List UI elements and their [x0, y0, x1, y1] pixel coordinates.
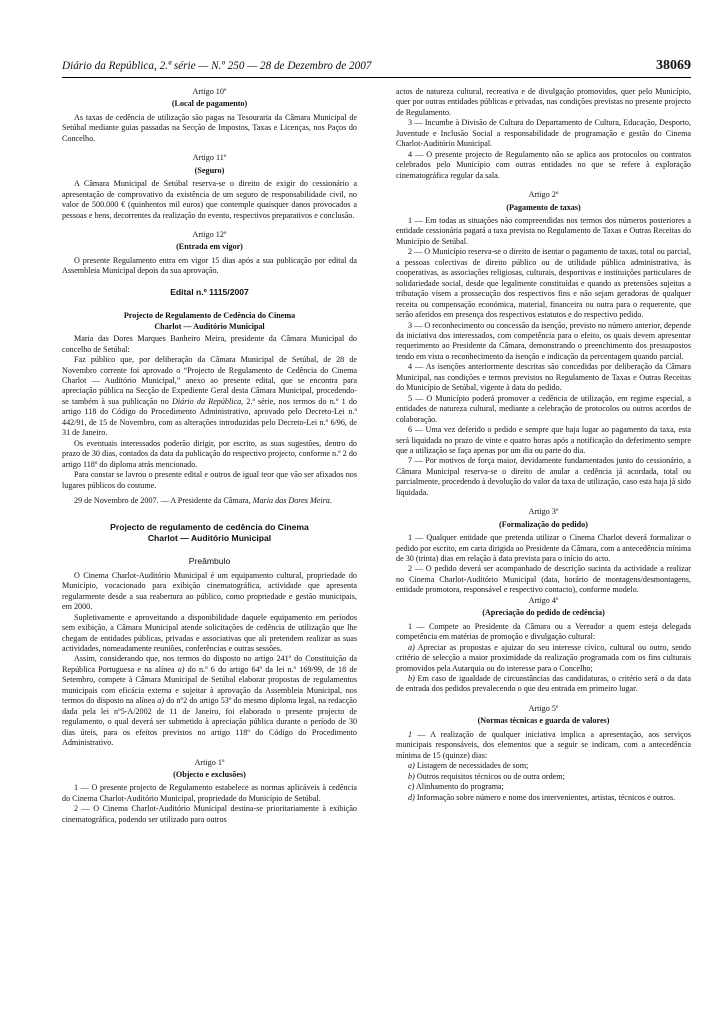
article-4-item-b — [396, 674, 691, 695]
pre-p3-a: Assim, considerando que, nos termos do disposto no artigo 241º do Constituição da República Portuguesa e na alínea — [62, 654, 357, 674]
article-10-text: As taxas de cedência de utilização são pagas na Tesouraria da Câmara Municipal de Setúbal mediante guias passadas na Secção de Impostos, Taxas e Licenças, nos Paços do Concelho. — [62, 112, 357, 143]
art5-p1-label: 1 — [408, 729, 413, 739]
article-2-paragraph-2: 2 — O Município reserva-se o direito de isentar o pagamento de taxas, total ou parcial, a pessoas colectivas de direito público ou de utilidade pública administrativa, às cooperativas, as associações religiosas, culturais, desportivas e instituições particulares de solidariedade social, desde que legalmente constituídas e quando as pretensões sujeitas a tributação visem a prossecução dos respectivos fins e não sejam geradoras de qualquer receita ou compensação económica, material, financeira ou outra para o requerente, que serão aferidos em presença dos respectivos estatutos e do respectivo pedido. — [396, 247, 691, 320]
article-3-heading: Artigo 3º — [528, 507, 559, 517]
article-1-continuation: actos de natureza cultural, recreativa e de divulgação promovidos, quer pelo Município, quer por outras entidades públicas e privadas, nas condições previstas no presente projecto de Regulamento. — [396, 87, 691, 117]
faz-publico-italic: Diário da República — [172, 396, 242, 406]
project-title — [62, 311, 357, 332]
signature-text: 29 de Novembro de 2007. — A Presidente da Câmara, — [74, 495, 253, 505]
journal-title: Diário da República, 2.ª série — N.º 250 — 28 de Dezembro de 2007 — [62, 60, 372, 72]
faz-publico-text-1: Faz público que, por deliberação da Câmara Municipal de Setúbal, de 28 de Novembro corrente foi aprovado o “Projecto de Regulamento de Cedência do Cinema Charlot — Auditório Municipal,” anexo ao presente edital, que se encontra para apreciação pública na Secção de Expediente Geral desta Câmara Municipal, procedendo-se também à sua publicação no — [62, 355, 357, 406]
right-column — [396, 87, 691, 825]
page-header — [62, 58, 691, 78]
art5-b-text: Outros requisitos técnicos ou de outra ordem; — [414, 771, 565, 781]
article-2-paragraph-4: 4 — As isenções anteriormente descritas são concedidas por deliberação da Câmara Municipal, nas condições e termos previstos no Regulamento de Taxas e Outras Receitas do Município de Setúbal, vigente à data do pedido. — [396, 362, 691, 393]
article-12-heading: Artigo 12º — [192, 229, 227, 239]
article-2-paragraph-7: 7 — Por motivos de força maior, devidamente fundamentados junto do cessionário, a Câmara Municipal reserva-se o direito de anular a cedência já acordada, total ou parcialmente, procedendo à devolução do valor da taxa de utilização, caso esta haja já sido liquidada. — [396, 456, 691, 497]
regulation-title — [62, 522, 357, 544]
article-5-paragraph-1 — [396, 730, 691, 761]
item-b-label: b) — [408, 674, 415, 684]
art5-d-text: Informação sobre número e nome dos intervenientes, artistas, técnicos e outros. — [414, 792, 676, 802]
art5-c-label: c) — [408, 782, 415, 792]
signature-name: Maria das Dores Meira — [252, 495, 330, 505]
page-number: 38069 — [656, 58, 691, 73]
pre-p3-b: do n.º 6 do artigo 64º da lei n.º 169/99, de 18 de Setembro, compete à Câmara Municipal de Setúbal elaborar propostas de regulamentos municipais com eficácia externa e sujeitar à aprovação da Assembleia Municipal, nos termos do disposto na alínea — [62, 664, 358, 706]
signature-end: . — [329, 495, 332, 505]
article-2-paragraph-5: 5 — O Município poderá promover a cedência de utilização, em regime especial, a entidades de natureza cultural, mediante a celebração de protocolos ou outros acordos de colaboração. — [396, 393, 691, 424]
faz-publico-text-2: , 2.ª série, nos termos do n.º 1 do artigo 118 do Código do Procedimento Administrativo, aprovado pelo Decreto-Lei n.º 442/91, de 15 de Novembro, com as alterações introduzidas pelo Decreto-Lei n.º 6/96, de 31 de Janeiro. — [62, 396, 357, 438]
edital-faz-publico — [62, 355, 357, 439]
item-a-label: a) — [408, 642, 415, 652]
pre-p3-c: do nº2 do artigo 53º do mesmo diploma legal, na redacção dada pela lei nº5-A/2002 de 11 de Janeiro, foi elaborado o presente projecto de regulamento, o qual deverá ser submetido à apreciação pública durante o período de 30 dias úteis, para os efeitos previstos no artigo 118º do Código do Procedimento Administrativo. — [62, 696, 357, 748]
article-2-paragraph-3: 3 — O reconhecimento ou concessão da isenção, previsto no número anterior, depende da iniciativa dos interessados, com competência para o efeito, os quais devem apresentar requerimento ao Presidente da Câmara, demonstrando o preenchimento dos pressupostos tendo em vista o reconhecimento da isenção e indicação da percentagem quando parcial. — [396, 320, 691, 361]
article-3-paragraph-2: 2 — O pedido deverá ser acompanhado de descrição sucinta da actividade a realizar no Cinema Charlot-Auditório Municipal (data, horário de montagens/desmontagens, entidade promotora, responsável e respectivo contacto), conforme modelo. — [396, 564, 691, 595]
article-4-paragraph-1: 1 — Compete ao Presidente da Câmara ou a Vereador a quem esteja delegada competência em matérias de promoção e divulgação cultural: — [396, 621, 691, 642]
art5-c-text: Alinhamento do programa; — [414, 782, 504, 792]
edital-signature — [62, 496, 357, 506]
article-1-subtitle: (Objecto e exclusões) — [173, 770, 246, 780]
article-1-paragraph-2: 2 — O Cinema Charlot-Auditório Municipal destina-se prioritariamente à exibição cinematográfica, podendo ser utilizado para outros — [62, 804, 357, 824]
preamble-paragraph-1: O Cinema Charlot-Auditório Municipal é um equipamento cultural, propriedade do Município, vocacionado para exibição cinematográfica, actividade que apresenta regularmente desde a sua reabertura ao público, como propriedade e gestão municipais, em 2000. — [62, 570, 357, 612]
article-2-paragraph-6: 6 — Uma vez deferido o pedido e sempre que haja lugar ao pagamento da taxa, esta será liquidada no prazo de vinte e quatro horas após a notificação do deferimento sempre que a utilização se faça apenas por um dia ou parte do dia. — [396, 425, 691, 455]
article-5-item-d — [396, 793, 691, 803]
left-column — [62, 87, 357, 825]
edital-intro: Maria das Dores Marques Banheiro Meira, presidente da Câmara Municipal do concelho de Setúbal: — [62, 334, 357, 354]
preamble-paragraph-3 — [62, 654, 357, 748]
article-5-subtitle: (Normas técnicas e guarda de valores) — [477, 716, 610, 726]
article-5-heading: Artigo 5º — [528, 703, 559, 713]
art5-a-text: Listagem de necessidades de som; — [414, 761, 529, 771]
edital-number: Edital n.º 1115/2007 — [170, 286, 249, 297]
article-11-subtitle: (Seguro) — [194, 165, 225, 175]
article-1-heading: Artigo 1º — [194, 757, 225, 767]
art5-d-label: d) — [408, 792, 415, 802]
edital-para-constar: Para constar se lavrou o presente edital e outros de igual teor que vão ser afixados nos lugares públicos do costume. — [62, 470, 357, 490]
preamble-heading: Preâmbulo — [188, 556, 231, 567]
article-4-subtitle: (Apreciação do pedido de cedência) — [482, 608, 605, 618]
article-12-text: O presente Regulamento entra em vigor 15 dias após a sua publicação por edital da Assembleia Municipal depois da sua aprovação. — [62, 255, 357, 276]
two-column-body — [62, 87, 691, 825]
pre-p3-italic-1: a) — [177, 664, 185, 674]
article-2-heading: Artigo 2º — [528, 190, 559, 200]
article-10-subtitle: (Local de pagamento) — [171, 99, 248, 109]
article-5-item-c — [396, 782, 691, 792]
article-1-paragraph-4: 4 — O presente projecto de Regulamento não se aplica aos protocolos ou contratos celebrados pelo Município com outras entidades no que se refere à exploração cinematográfica regular da sala. — [396, 149, 691, 180]
article-11-text: A Câmara Municipal de Setúbal reserva-se o direito de exigir do cessionário a apresentação de comprovativo da existência de um seguro de responsabilidade civil, no valor de 500.000 € (quinhentos mil euros) que contemple quaisquer danos provocados a pessoas e bens, decorrentes da realização do evento, respectivos preparativos e conclusão. — [62, 179, 357, 220]
item-b-text: Em caso de igualdade de circunstâncias das candidaturas, o critério será o da data de entrada dos pedidos prevalecendo o que deu entrada em primeiro lugar. — [396, 674, 691, 694]
article-2-paragraph-1: 1 — Em todas as situações não compreendidas nos termos dos números posteriores a entidade cessionária pagará a taxa prevista no Regulamento de Taxas e Outras Receitas do Município de Setúbal. — [396, 215, 691, 246]
article-2-subtitle: (Pagamento de taxas) — [506, 202, 581, 212]
project-title-line-2: Charlot — Auditório Municipal — [154, 321, 265, 331]
article-3-paragraph-1: 1 — Qualquer entidade que pretenda utilizar o Cinema Charlot deverá formalizar o pedido por escrito, em carta dirigida ao Presidente da Câmara, com a antecedência mínima de 30 (trinta) dias em relação à data prevista para o início do acto. — [396, 533, 691, 564]
regulation-title-line-2: Charlot — Auditório Municipal — [147, 533, 272, 544]
art5-p1-text: — A realização de qualquer iniciativa implica a apresentação, aos serviços municipais responsáveis, dos elementos que a seguir se indicam, com a antecedência mínima de 15 (quinze) dias: — [396, 729, 691, 760]
edital-eventuais: Os eventuais interessados poderão dirigir, por escrito, as suas sugestões, dentro do prazo de 30 dias, contados da data da publicação do respectivo projecto, conforme n.º 2 do artigo 118º do diploma atrás mencionado. — [62, 438, 357, 469]
article-11-heading: Artigo 11º — [192, 153, 227, 163]
article-1-paragraph-1: 1 — O presente projecto de Regulamento estabelece as normas aplicáveis à cedência do Cinema Charlot-Auditório Municipal, propriedade do Município de Setúbal. — [62, 783, 357, 803]
article-5-item-a — [396, 761, 691, 771]
article-4-item-a — [396, 643, 691, 674]
article-5-item-b — [396, 772, 691, 782]
art5-a-label: a) — [408, 761, 415, 771]
art5-b-label: b) — [408, 771, 415, 781]
article-1-paragraph-3: 3 — Incumbe à Divisão de Cultura do Departamento de Cultura, Educação, Desporto, Juventude e Inclusão Social a responsabilidade de programação e gestão do Cinema Charlot-Auditório Municipal. — [396, 118, 691, 149]
pre-p3-italic-2: a) — [157, 696, 165, 706]
project-title-line-1: Projecto de Regulamento de Cedência do Cinema — [123, 311, 296, 321]
article-10-heading: Artigo 10º — [192, 87, 227, 96]
article-4-heading: Artigo 4º — [528, 595, 559, 605]
regulation-title-line-1: Projecto de regulamento de cedência do Cinema — [110, 522, 309, 533]
article-12-subtitle: (Entrada em vigor) — [176, 242, 243, 252]
item-a-text: Apreciar as propostas e ajuizar do seu interesse cívico, cultural ou outro, sendo critério de selecção a maior proximidade da realização programada com os fins culturais promovidos pela Autarquia ou do interesse para o Concelho; — [396, 642, 691, 673]
article-3-subtitle: (Formalização do pedido) — [499, 519, 588, 529]
preamble-paragraph-2: Supletivamente e aproveitando a disponibilidade daquele equipamento em períodos sem exibição, a Câmara Municipal atende solicitações de cedência de utilização que lhe chegam de entidades públicas, privadas e associativas que ali pretendem realizar as suas actividades, nomeadamente reuniões, conferências e outras sessões. — [62, 612, 357, 654]
